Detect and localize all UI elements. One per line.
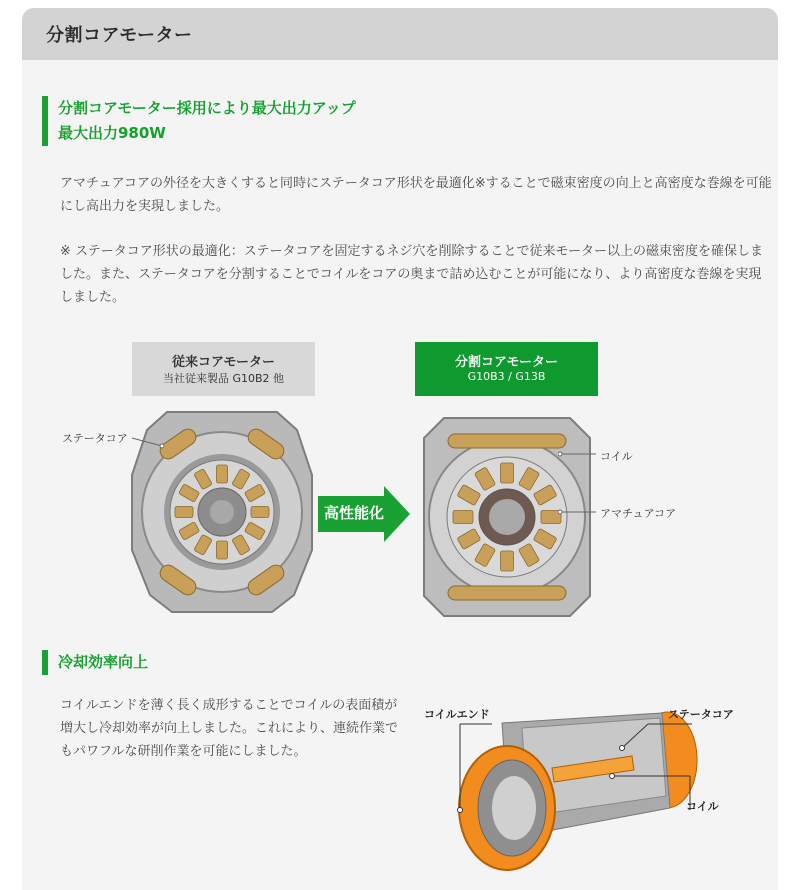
- label-stator-core-2: ステータコア: [668, 708, 734, 721]
- armature-tooth: [453, 511, 473, 524]
- armature-tooth: [175, 507, 193, 518]
- section1-title: [42, 96, 356, 146]
- section1-title-line2: 最大出力980W: [58, 124, 166, 142]
- new-motor-subtitle: G10B3 / G13B: [467, 370, 546, 383]
- armature-tooth: [501, 551, 514, 571]
- armature-tooth: [251, 507, 269, 518]
- section1-note: ※ ステータコア形状の最適化：ステータコアを固定するネジ穴を削除することで従来モーター以上の磁束密度を確保しました。また、ステータコアを分割することでコイルをコアの奥まで詰め込むことが可能になり、より高密度な巻線を実現しました。: [60, 244, 763, 305]
- section-header: [22, 8, 778, 60]
- armature-tooth: [501, 463, 514, 483]
- old-motor-subtitle: 当社従来製品 G10B2 他: [162, 372, 285, 385]
- section1-paragraph: アマチュアコアの外径を大きくすると同時にステータコア形状を最適化※することで磁束密度の向上と高密度な巻線を可能にし高出力を実現しました。: [60, 176, 772, 214]
- armature-tooth: [217, 465, 228, 483]
- label-coil-end: コイルエンド: [424, 708, 490, 721]
- section2-title: 冷却効率向上: [42, 650, 148, 675]
- section1-title-line1: 分割コアモーター採用により最大出力アップ: [58, 99, 356, 117]
- section2-paragraph: コイルエンドを薄く長く成形することでコイルの表面積が増大し冷却効率が向上しました。これにより、連続作業でもパワフルな研削作業を可能にしました。: [60, 698, 399, 759]
- old-motor-label: [132, 342, 315, 396]
- label-stator-core: ステータコア: [62, 432, 128, 445]
- armature-tooth: [217, 541, 228, 559]
- content-panel: [22, 8, 778, 890]
- new-motor-label: [415, 342, 598, 396]
- new-motor-title: 分割コアモーター: [455, 355, 558, 370]
- page-title: 分割コアモーター: [46, 25, 193, 46]
- arrow-label: 高性能化: [324, 504, 385, 522]
- old-motor-title: 従来コアモーター: [172, 355, 275, 370]
- label-coil-2: コイル: [686, 800, 719, 813]
- label-coil: コイル: [600, 450, 633, 463]
- label-armature-core: アマチュアコア: [600, 507, 677, 520]
